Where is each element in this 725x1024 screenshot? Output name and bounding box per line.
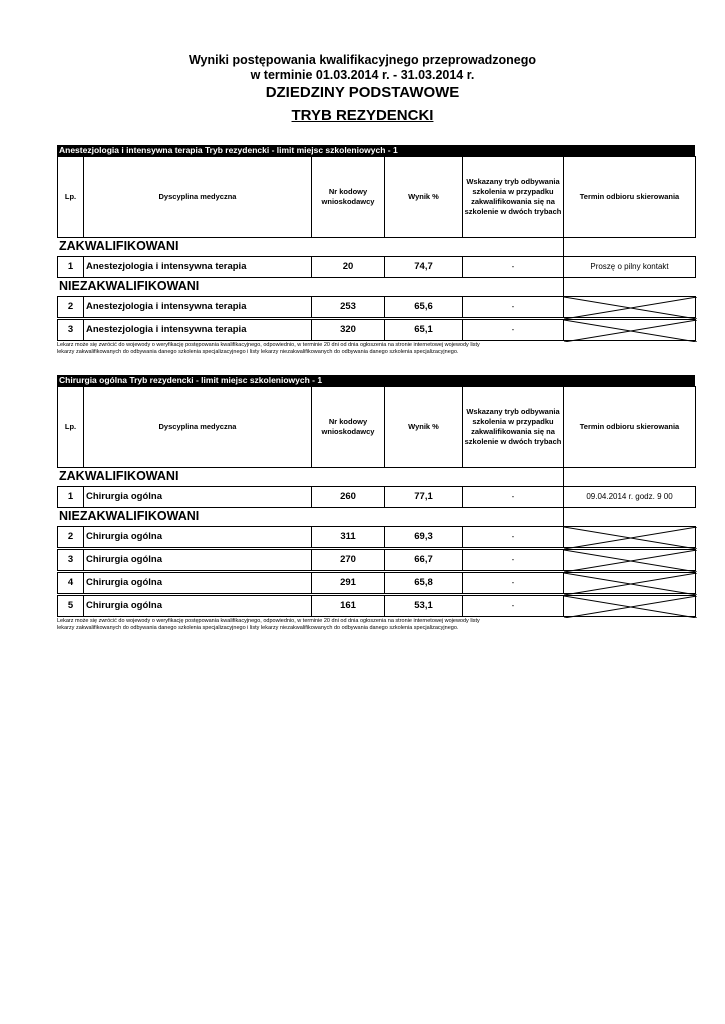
column-header-discipline: Dyscyplina medyczna	[83, 386, 312, 468]
row-code: 291	[311, 572, 385, 594]
column-header-code: Nr kodowy wnioskodawcy	[311, 156, 385, 238]
row-mode: -	[462, 296, 564, 318]
row-mode: -	[462, 572, 564, 594]
row-lp: 2	[57, 526, 84, 548]
group-label: ZAKWALIFIKOWANI	[59, 469, 179, 483]
row-lp: 1	[57, 256, 84, 278]
column-header-code: Nr kodowy wnioskodawcy	[311, 386, 385, 468]
row-mode: -	[462, 526, 564, 548]
row-lp: 3	[57, 549, 84, 571]
row-lp: 1	[57, 486, 84, 508]
row-discipline: Anestezjologia i intensywna terapia	[83, 319, 312, 341]
group-divider	[563, 468, 564, 486]
column-header-pickup-date: Termin odbioru skierowania	[563, 156, 696, 238]
column-header-lp: Lp.	[57, 386, 84, 468]
column-header-mode: Wskazany tryb odbywania szkolenia w przypadku zakwalifikowania się na szkolenie w dwóch trybach	[462, 156, 564, 238]
row-lp: 4	[57, 572, 84, 594]
row-lp: 2	[57, 296, 84, 318]
cross-mark-icon	[564, 550, 697, 572]
column-header-discipline: Dyscyplina medyczna	[83, 156, 312, 238]
column-header-pickup-date: Termin odbioru skierowania	[563, 386, 696, 468]
row-code: 260	[311, 486, 385, 508]
row-code: 320	[311, 319, 385, 341]
group-label: ZAKWALIFIKOWANI	[59, 239, 179, 253]
section-title-bar: Anestezjologia i intensywna terapia Tryb rezydencki - limit miejsc szkoleniowych - 1	[57, 145, 695, 156]
appeal-note-line-2: lekarzy zakwalifikowanych do odbywania danego szkolenia specjalizacyjnego i listy lekarzy niezakwalifikowanych do odbywania danego szkolenia specjalizacyjnego.	[57, 349, 459, 355]
cross-mark-icon	[564, 573, 697, 595]
row-discipline: Chirurgia ogólna	[83, 595, 312, 617]
not-applicable-cross	[563, 526, 696, 548]
row-discipline: Chirurgia ogólna	[83, 572, 312, 594]
row-code: 253	[311, 296, 385, 318]
row-score: 65,1	[384, 319, 463, 341]
row-code: 161	[311, 595, 385, 617]
cross-mark-icon	[564, 297, 697, 319]
group-label: NIEZAKWALIFIKOWANI	[59, 279, 200, 293]
appeal-note-line-2: lekarzy zakwalifikowanych do odbywania danego szkolenia specjalizacyjnego i listy lekarzy niezakwalifikowanych do odbywania danego szkolenia specjalizacyjnego.	[57, 625, 459, 631]
header-subtitle: TRYB REZYDENCKI	[291, 107, 434, 124]
row-mode: -	[462, 319, 564, 341]
header-line-2: w terminie 01.03.2014 r. - 31.03.2014 r.	[250, 68, 475, 82]
cross-mark-icon	[564, 596, 697, 618]
column-header-score: Wynik %	[384, 156, 463, 238]
row-pickup-date: Proszę o pilny kontakt	[563, 256, 696, 278]
row-mode: -	[462, 486, 564, 508]
not-applicable-cross	[563, 595, 696, 617]
row-code: 20	[311, 256, 385, 278]
row-lp: 5	[57, 595, 84, 617]
column-header-lp: Lp.	[57, 156, 84, 238]
row-score: 74,7	[384, 256, 463, 278]
row-score: 53,1	[384, 595, 463, 617]
section-title-bar: Chirurgia ogólna Tryb rezydencki - limit miejsc szkoleniowych - 1	[57, 375, 695, 386]
row-code: 311	[311, 526, 385, 548]
cross-mark-icon	[564, 527, 697, 549]
row-code: 270	[311, 549, 385, 571]
row-score: 77,1	[384, 486, 463, 508]
row-lp: 3	[57, 319, 84, 341]
not-applicable-cross	[563, 572, 696, 594]
cross-mark-icon	[564, 320, 697, 342]
header-title: DZIEDZINY PODSTAWOWE	[265, 84, 460, 101]
row-score: 66,7	[384, 549, 463, 571]
row-discipline: Chirurgia ogólna	[83, 549, 312, 571]
row-pickup-date: 09.04.2014 r. godz. 9 00	[563, 486, 696, 508]
group-divider	[563, 278, 564, 296]
header-line-1: Wyniki postępowania kwalifikacyjnego przeprowadzonego	[188, 53, 537, 67]
row-discipline: Chirurgia ogólna	[83, 486, 312, 508]
row-discipline: Anestezjologia i intensywna terapia	[83, 296, 312, 318]
not-applicable-cross	[563, 319, 696, 341]
row-score: 65,8	[384, 572, 463, 594]
appeal-note-line-1: Lekarz może się zwrócić do wojewody o weryfikację postępowania kwalifikacyjnego, odpowiednio, w terminie 20 dni od dnia ogłoszenia na stronie internetowej wojewody listy	[57, 618, 480, 624]
row-discipline: Chirurgia ogólna	[83, 526, 312, 548]
row-score: 69,3	[384, 526, 463, 548]
row-discipline: Anestezjologia i intensywna terapia	[83, 256, 312, 278]
not-applicable-cross	[563, 296, 696, 318]
row-mode: -	[462, 595, 564, 617]
appeal-note-line-1: Lekarz może się zwrócić do wojewody o weryfikację postępowania kwalifikacyjnego, odpowiednio, w terminie 20 dni od dnia ogłoszenia na stronie internetowej wojewody listy	[57, 342, 480, 348]
row-score: 65,6	[384, 296, 463, 318]
row-mode: -	[462, 256, 564, 278]
group-divider	[563, 508, 564, 526]
row-mode: -	[462, 549, 564, 571]
column-header-score: Wynik %	[384, 386, 463, 468]
group-divider	[563, 238, 564, 256]
column-header-mode: Wskazany tryb odbywania szkolenia w przypadku zakwalifikowania się na szkolenie w dwóch trybach	[462, 386, 564, 468]
not-applicable-cross	[563, 549, 696, 571]
group-label: NIEZAKWALIFIKOWANI	[59, 509, 200, 523]
